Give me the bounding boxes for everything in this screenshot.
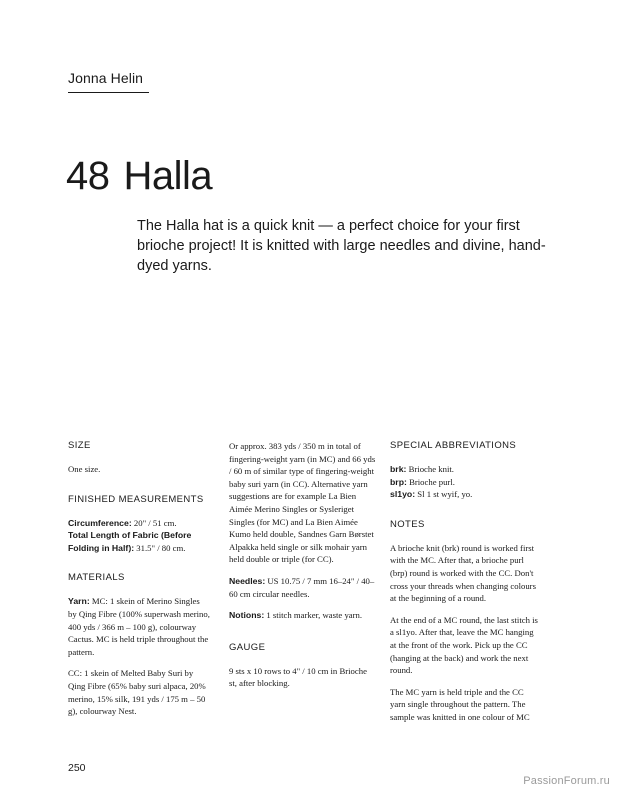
- circumference-label: Circumference:: [68, 517, 132, 528]
- needles-label: Needles:: [229, 575, 266, 586]
- gauge-text: 9 sts x 10 rows to 4" / 10 cm in Brioche st, after blocking.: [229, 665, 367, 689]
- materials-heading: MATERIALS: [68, 572, 125, 584]
- circumference-line: [68, 517, 210, 530]
- pattern-name: Halla: [123, 154, 213, 198]
- size-heading: SIZE: [68, 440, 91, 451]
- abbreviation-brp: [390, 476, 538, 489]
- abbreviation-definition: Brioche purl.: [406, 476, 455, 487]
- notes-paragraph-2: At the end of a MC round, the last stitch is a sl1yo. After that, leave the MC hanging at the front of the work. Pick up the CC (hanging at the back) and work the next round.: [390, 614, 538, 676]
- total-length-value: 31.5" / 80 cm.: [134, 542, 186, 553]
- column-right: [390, 440, 538, 724]
- yarn-label: Yarn:: [68, 596, 90, 607]
- column-middle: [229, 440, 376, 690]
- intro-paragraph: The Halla hat is a quick knit — a perfect choice for your first brioche project! It is knitted with large needles and divine, hand-dyed yarns.: [137, 218, 546, 274]
- abbreviation-brk: [390, 463, 538, 476]
- yarn-paragraph: [68, 595, 210, 658]
- page-number: 250: [68, 762, 86, 774]
- pattern-number: 48: [66, 154, 110, 198]
- abbreviation-term: brp:: [390, 476, 407, 487]
- abbreviation-definition: Sl 1 st wyif, yo.: [415, 489, 473, 500]
- size-text: One size.: [68, 464, 101, 474]
- yarn-text: MC: 1 skein of Merino Singles by Qing Fibre (100% superwash merino, 400 yds / 366 m – 100 g), colourway Cactus. MC is held triple throughout the pattern.: [68, 596, 210, 657]
- notions-text: 1 stitch marker, waste yarn.: [264, 610, 363, 621]
- needles-paragraph: [229, 575, 376, 600]
- notions-paragraph: [229, 609, 376, 622]
- watermark: PassionForum.ru: [523, 775, 610, 787]
- total-length-line: [68, 529, 210, 554]
- author-underline: [68, 92, 149, 93]
- finished-measurements-heading: FINISHED MEASUREMENTS: [68, 493, 204, 505]
- notions-label: Notions:: [229, 610, 265, 621]
- needles-text: US 10.75 / 7 mm 16–24" / 40–60 cm circular needles.: [229, 575, 375, 599]
- notes-paragraph-1: A brioche knit (brk) round is worked first with the MC. After that, a brioche purl (brp) round is worked with the CC. Don't cross your threads when changing colours at the beginning of a round.: [390, 542, 536, 604]
- abbreviation-term: sl1yo:: [390, 489, 416, 500]
- abbreviation-term: brk:: [390, 464, 407, 474]
- column-left: [68, 440, 210, 718]
- notes-paragraph-3: The MC yarn is held triple and the CC yarn single throughout the pattern. The sample was knitted in one colour of MC: [390, 686, 530, 722]
- alternative-yarn-paragraph: Or approx. 383 yds / 350 m in total of fingering-weight yarn (in MC) and 66 yds / 60 m of similar type of fingering-weight baby suri yarn (in CC). Alternative yarn suggestions are for example La Bien Aimée Merino Singles or Sysleriget Singles (for MC) and La Bien Aimée Kumo held double, Sandnes Garn Børstet Alpakka held single or silk mohair yarn held double or triple (for CC).: [229, 441, 376, 565]
- cc-yarn-paragraph: CC: 1 skein of Melted Baby Suri by Qing Fibre (65% baby suri alpaca, 20% merino, 15% silk, 191 yds / 175 m – 50 g), colourway Nest.: [68, 668, 206, 717]
- pattern-title: [66, 150, 212, 202]
- special-abbreviations-heading: SPECIAL ABBREVIATIONS: [390, 440, 517, 451]
- author-name: Jonna Helin: [68, 70, 144, 86]
- abbreviation-sl1yo: [390, 488, 538, 501]
- total-length-label: Total Length of Fabric (Before Folding in Half):: [68, 530, 192, 553]
- gauge-heading: GAUGE: [229, 641, 266, 653]
- notes-heading: NOTES: [390, 518, 425, 530]
- abbreviation-definition: Brioche knit.: [406, 464, 454, 474]
- circumference-value: 20" / 51 cm.: [131, 517, 177, 528]
